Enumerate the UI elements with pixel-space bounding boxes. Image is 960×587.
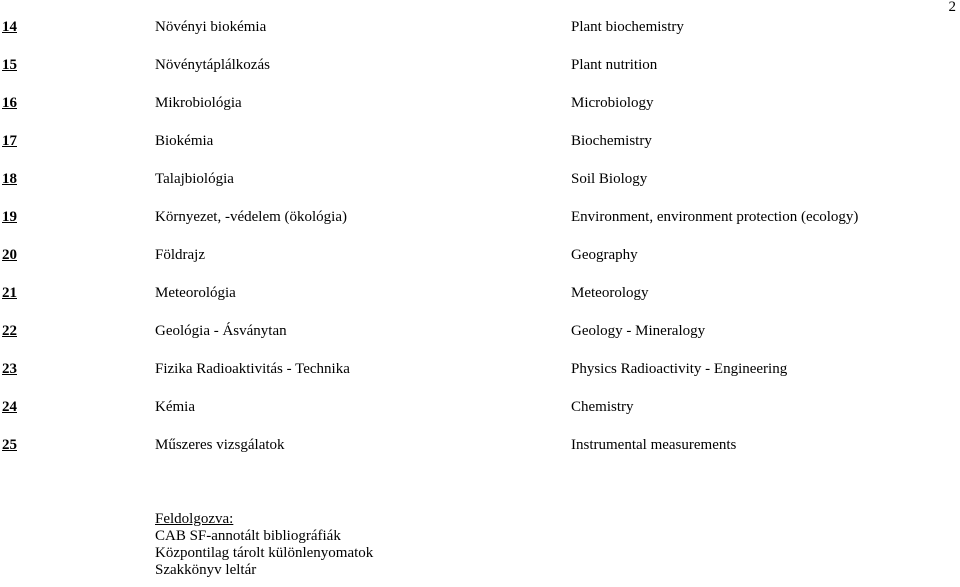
subject-hungarian-name: Növénytáplálkozás (155, 57, 270, 73)
subject-row (0, 170, 960, 208)
subject-hungarian-name: Biokémia (155, 133, 214, 149)
footer-line-inventory: Szakkönyv leltár (155, 562, 257, 578)
subject-english-name: Chemistry (571, 399, 634, 415)
subject-hungarian-name: Mikrobiológia (155, 95, 242, 111)
subject-hungarian-name: Növényi biokémia (155, 19, 267, 35)
subject-code: 15 (2, 57, 17, 73)
subject-code: 19 (2, 209, 17, 225)
subject-code: 25 (2, 437, 17, 453)
footer-line-offprints: Központilag tárolt különlenyomatok (155, 545, 374, 561)
subject-row (0, 208, 960, 246)
subject-english-name: Geography (571, 247, 638, 263)
subject-code: 16 (2, 95, 17, 111)
subject-english-name: Soil Biology (571, 171, 648, 187)
subject-row (0, 18, 960, 56)
subject-english-name: Biochemistry (571, 133, 652, 149)
subject-english-name: Microbiology (571, 95, 654, 111)
subject-hungarian-name: Műszeres vizsgálatok (155, 437, 285, 453)
subject-code: 17 (2, 133, 17, 149)
subject-english-name: Meteorology (571, 285, 649, 301)
subject-hungarian-name: Kémia (155, 399, 195, 415)
subject-row (0, 360, 960, 398)
subject-english-name: Geology - Mineralogy (571, 323, 706, 339)
subject-code: 22 (2, 323, 17, 339)
subject-row (0, 436, 960, 474)
subject-code: 18 (2, 171, 17, 187)
subject-hungarian-name: Földrajz (155, 247, 205, 263)
subject-row (0, 56, 960, 94)
subject-hungarian-name: Meteorológia (155, 285, 236, 301)
subject-code: 14 (2, 19, 17, 35)
footer-line-cab: CAB SF-annotált bibliográfiák (155, 528, 341, 544)
footer-heading: Feldolgozva: (155, 511, 234, 527)
subject-code: 20 (2, 247, 17, 263)
subject-row (0, 398, 960, 436)
subject-english-name: Plant nutrition (571, 57, 658, 73)
subject-english-name: Physics Radioactivity - Engineering (571, 361, 788, 377)
subject-english-name: Instrumental measurements (571, 437, 737, 453)
subject-hungarian-name: Talajbiológia (155, 171, 234, 187)
subject-english-name: Environment, environment protection (ecology) (571, 209, 859, 225)
subject-hungarian-name: Fizika Radioaktivitás - Technika (155, 361, 350, 377)
subject-row (0, 284, 960, 322)
subject-row (0, 132, 960, 170)
subject-row (0, 322, 960, 360)
page-number: 2 (948, 0, 956, 15)
subject-english-name: Plant biochemistry (571, 19, 684, 35)
subject-code: 21 (2, 285, 17, 301)
subject-hungarian-name: Környezet, -védelem (ökológia) (155, 209, 348, 225)
subject-list (0, 18, 960, 474)
subject-code: 23 (2, 361, 17, 377)
subject-code: 24 (2, 399, 17, 415)
subject-row (0, 246, 960, 284)
subject-row (0, 94, 960, 132)
footer-note (155, 511, 373, 579)
subject-hungarian-name: Geológia - Ásványtan (155, 323, 287, 339)
